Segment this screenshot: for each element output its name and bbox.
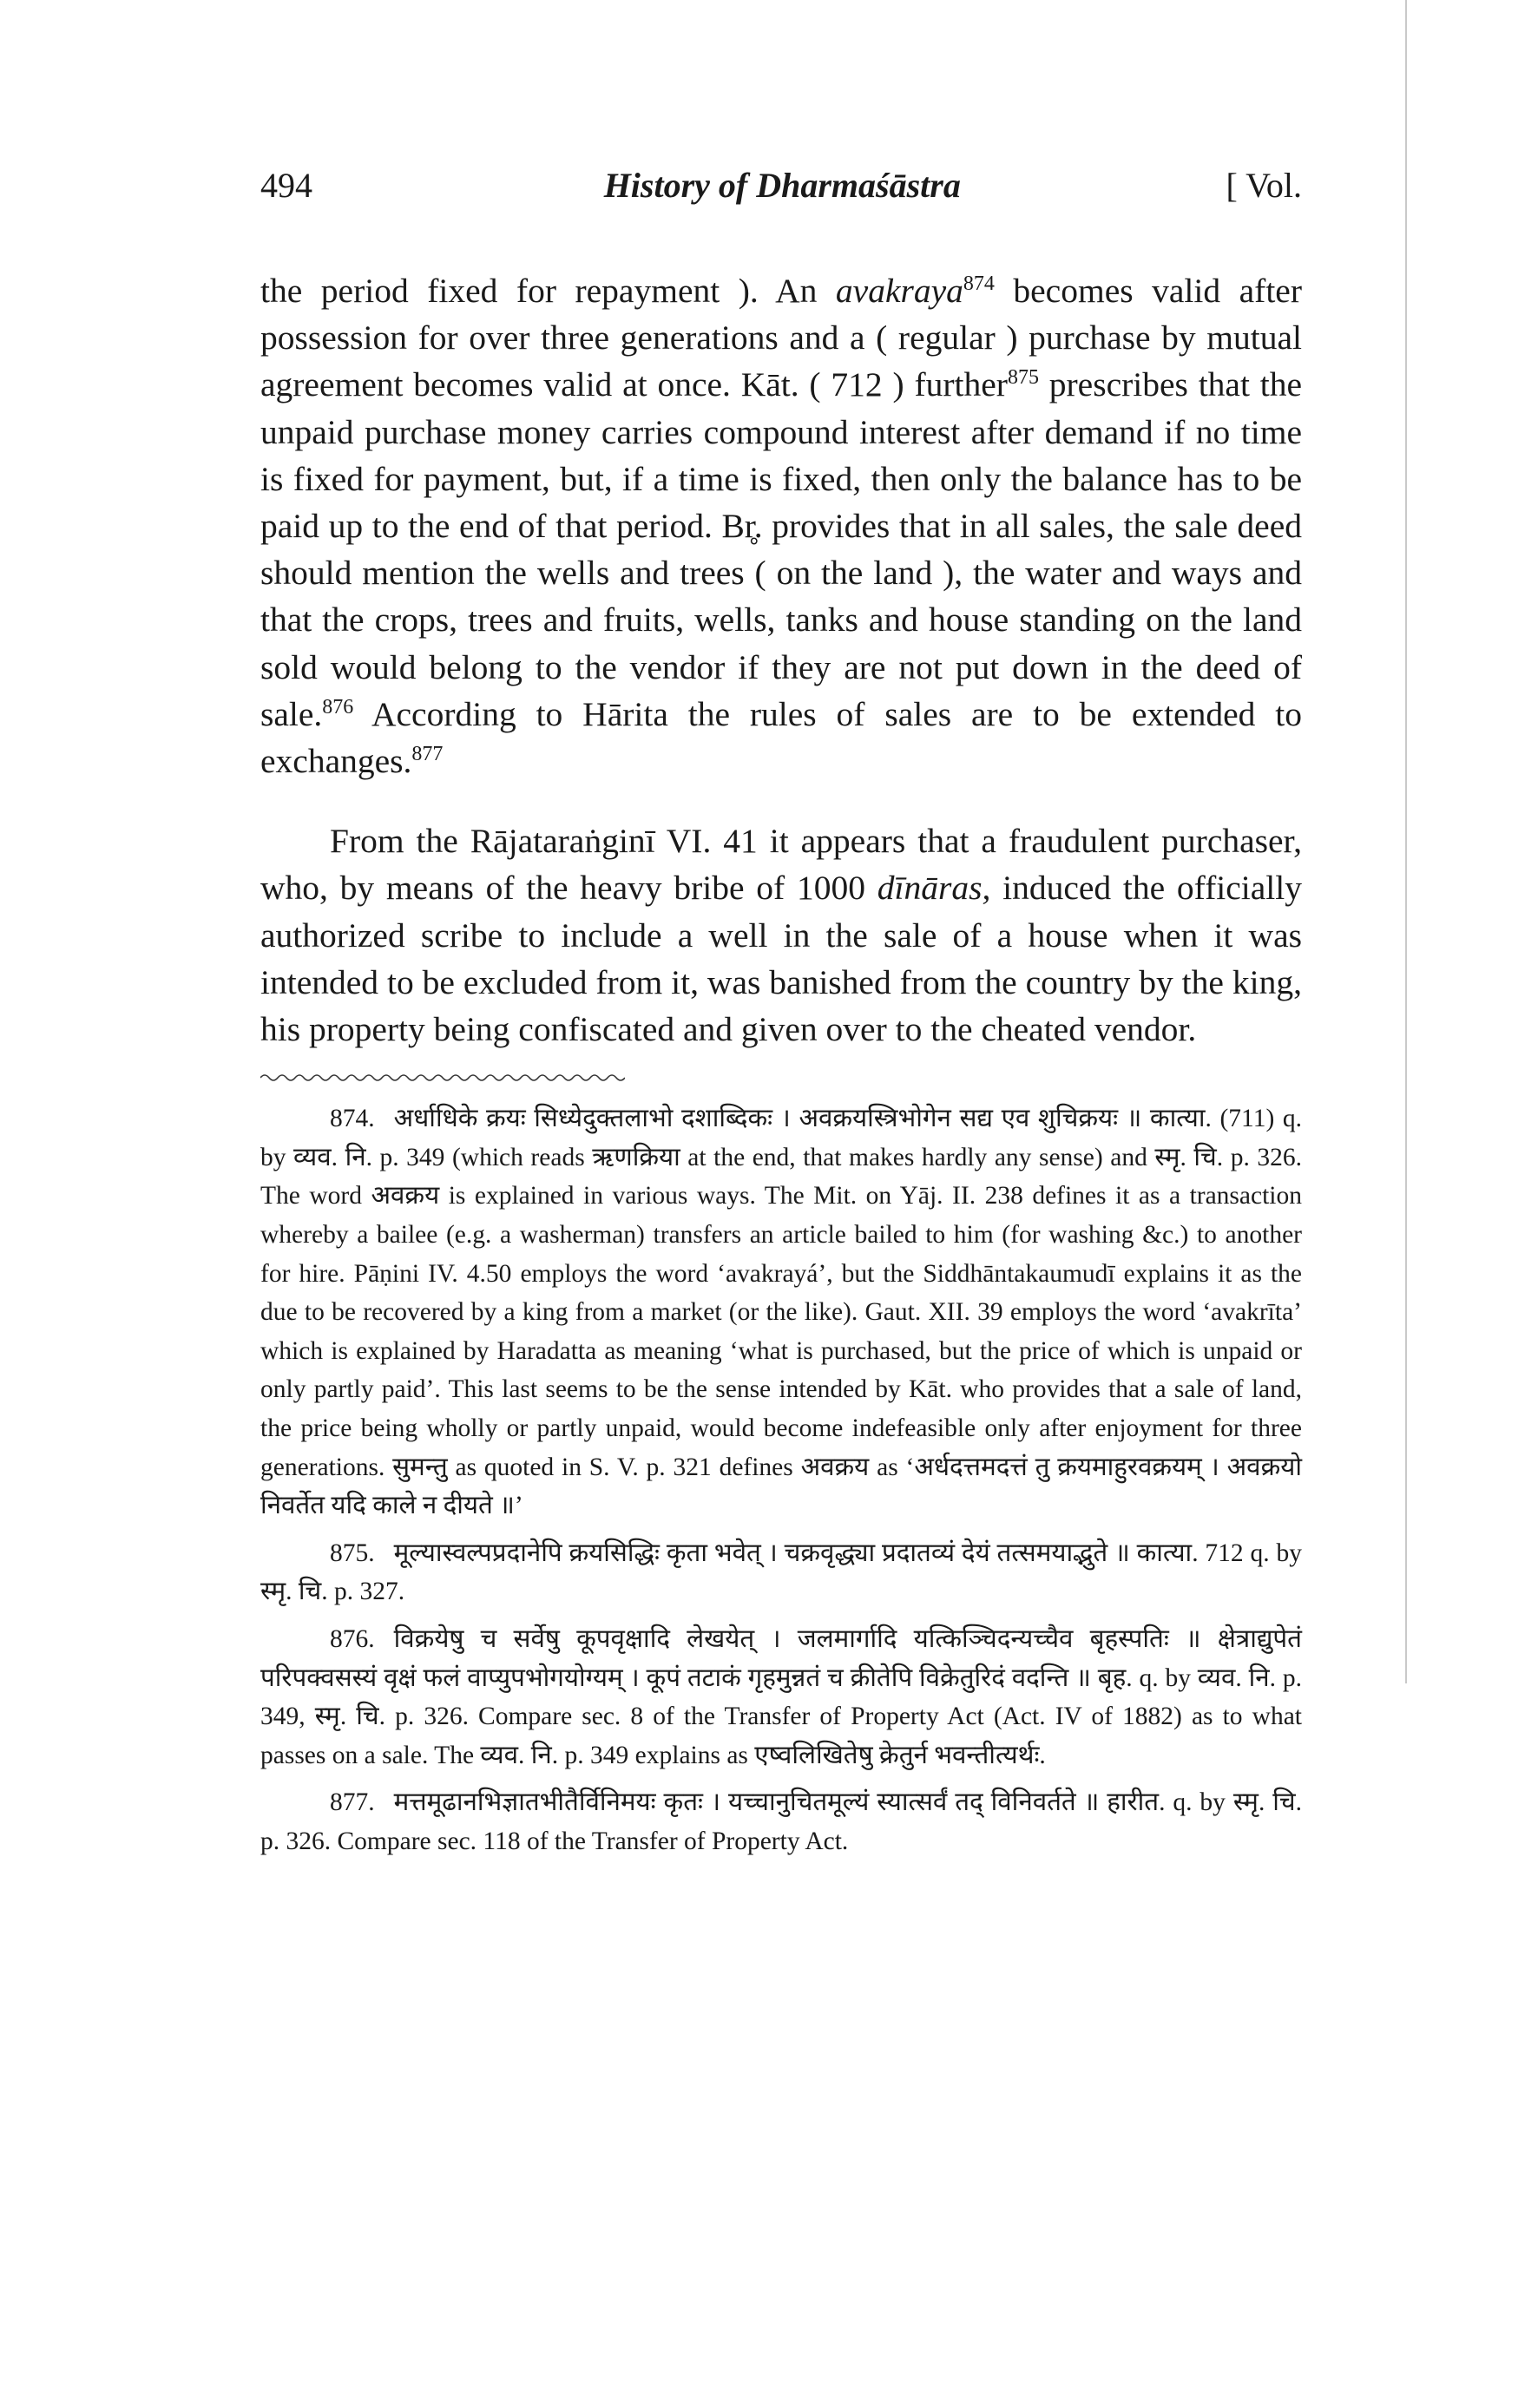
main-text [260, 267, 1302, 1053]
footnote-text: अर्धाधिके क्रयः सिध्येदुक्तलाभो दशाब्दिकः । अवक्रयस्त्रिभोगेन सद्य एव शुचिक्रयः ॥ कात्या. (711) q. by व्यव. नि. p. 349 (which reads ऋणक्रिया at the end, that makes hardly any sense) and स्मृ. चि. p. 326. The word अवक्रय is explained in various ways. The Mit. on Yāj. II. 238 defines it as a transaction whereby a bailee (e.g. a washerman) transfers an article bailed to him (for washing &c.) to another for hire. Pāṇini IV. 4.50 employs the word ‘avakrayá’, but the Siddhāntakaumudī explains it as the due to be recovered by a king from a market (or the like). Gaut. XII. 39 employs the word ‘avakrīta’ which is explained by Haradatta as meaning ‘what is purchased, but the price of which is unpaid or only partly paid’. This last seems to be the sense intended by Kāt. who provides that a sale of land, the price being wholly or partly unpaid, would become indefeasible only after enjoyment for three generations. सुमन्तु as quoted in S. V. p. 321 defines अवक्रय as ‘अर्धदत्तमदत्तं तु क्रयमाहुरवक्रयम् । अवक्रयो निवर्तेत यदि काले न दीयते ॥’ [260, 1105, 1303, 1520]
footnote-874 [260, 1099, 1302, 1526]
footnote-text: विक्रयेषु च सर्वेषु कूपवृक्षादि लेखयेत् । जलमार्गादि यत्किञ्चिदन्यच्चैव बृहस्पतिः ॥ क्षेत्राद्युपेतं परिपक्वसस्यं वृक्षं फलं वाप्युपभोगयोग्यम् । कूपं तटाकं गृहमुन्नतं च क्रीतेपि विक्रेतुरिदं वदन्ति ॥ बृह. q. by व्यव. नि. p. 349, स्मृ. चि. p. 326. Compare sec. 8 of the Transfer of Property Act (Act. IV of 1882) as to what passes on a sale. The व्यव. नि. p. 349 explains as एष्वलिखितेषु क्रेतुर्न भवन्तीत्यर्थः. [260, 1624, 1302, 1769]
footnote-text: मत्तमूढानभिज्ञातभीतैर्विनिमयः कृतः । यच्चानुचितमूल्यं स्यात्सर्वं तद् विनिवर्तते ॥ हारीत. q. by स्मृ. चि. p. 326. Compare sec. 118 of the Transfer of Property Act. [260, 1788, 1302, 1855]
volume-marker: [ Vol. [1226, 166, 1302, 205]
term-dinaras: dīnāras, [877, 869, 991, 908]
footnote-876 [260, 1620, 1302, 1775]
footnote-ref-874[interactable]: 874 [963, 272, 995, 295]
footnote-877 [260, 1783, 1302, 1860]
book-title: History of Dharmaśāstra [603, 166, 961, 205]
paragraph-1: the period fixed for repayment ). An avakraya$^{874}$ becomes valid after possession for over three generations and a ( regular ) purchase by mutual agreement becomes valid at once. Kāt. ( 712 ) further$^{875}$ prescribes that the unpaid purchase money carries compound interest after demand if no time is fixed for payment, but, if a time is fixed, then only the balance has to be paid up to the end of that period. Br̥. provides that in all sales, the sale deed should mention the wells and trees ( on the land ), the water and ways and that the crops, trees and fruits, wells, tanks and house standing on the land sold would belong to the vendor if they are not put down in the deed of sale.$^{876}$ According to Hārita the rules of sales are to be extended to exchanges.$^{877}$ [260, 272, 1303, 781]
footnote-number: 875. [330, 1539, 375, 1567]
footnote-ref-875[interactable]: 875 [1007, 366, 1039, 390]
footnote-number: 877. [330, 1788, 375, 1817]
book-page [260, 165, 1302, 1870]
footnote-number: 876. [330, 1624, 375, 1653]
footnote-number: 874. [330, 1105, 375, 1133]
term-avakraya: avakraya [835, 272, 963, 310]
footnote-text: मूल्यास्वल्पप्रदानेपि क्रयसिद्धिः कृता भवेत् । चक्रवृद्ध्या प्रदातव्यं देयं तत्समयाद्भुते ॥ कात्या. 712 q. by स्मृ. चि. p. 327. [260, 1539, 1302, 1606]
footnote-875 [260, 1534, 1302, 1611]
footnotes [260, 1099, 1302, 1860]
footnote-ref-876[interactable]: 876 [322, 695, 354, 718]
paragraph-2: From the Rājataraṅginī VI. 41 it appears that a fraudulent purchaser, who, by means of the heavy bribe of 1000 dīnāras, induced the officially authorized scribe to include a well in the sale of a house when it was intended to be excluded from it, was banished from the country by the king, his property being confiscated and given over to the cheated vendor. [260, 822, 1302, 1049]
footnote-separator [260, 1072, 625, 1084]
page-edge-rule [1405, 0, 1407, 1683]
running-head [260, 165, 1302, 217]
footnote-ref-877[interactable]: 877 [411, 742, 444, 765]
page-number: 494 [260, 166, 312, 205]
